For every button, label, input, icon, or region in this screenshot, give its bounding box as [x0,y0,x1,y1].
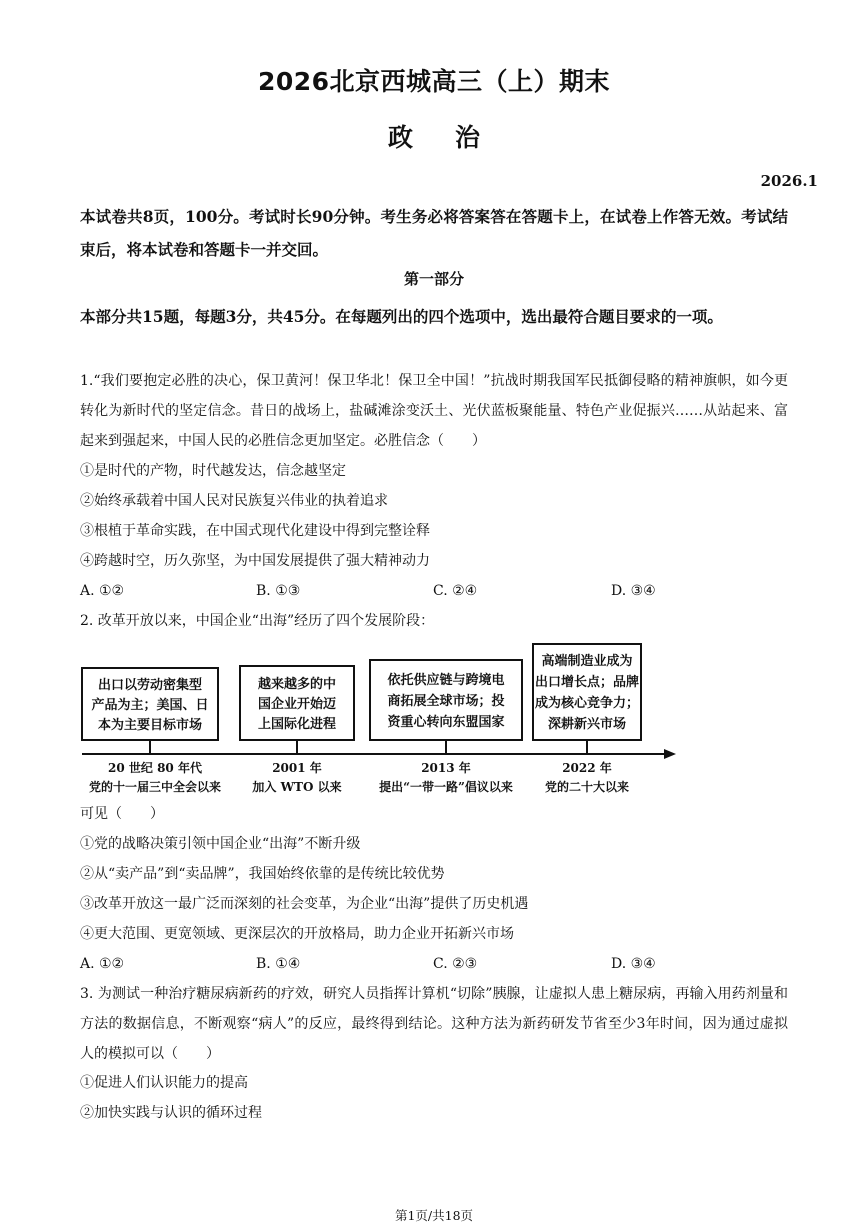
timeline-event-2: 加入 WTO 以来 [252,780,342,794]
timeline-box-3-line-3: 资重心转向东盟国家 [387,715,505,730]
question-2-choice-d[interactable]: D. ③④ [611,956,656,972]
question-2-option-2: ②从“卖产品”到“卖品牌”，我国始终依靠的是传统比较优势 [80,866,445,882]
question-2-choice-b[interactable]: B. ①④ [256,956,301,972]
question-2-option-1: ①党的战略决策引领中国企业“出海”不断升级 [80,836,361,852]
timeline-year-2: 2001 年 [272,761,322,775]
question-1-stem: 1.“我们要抱定必胜的决心，保卫黄河！保卫华北！保卫全中国！”抗战时期我国军民抵御侵略的精神旗帜，如今更转化为新时代的坚定信念。昔日的战场上，盐碱滩涂变沃土、光伏蓝板聚能量、特色产业促振兴……从站起来、富起来到强起来，中国人民的必胜信念更加坚定。必胜信念（ ） [80,373,788,449]
timeline-event-1: 党的十一届三中全会以来 [88,780,222,794]
question-2-stem: 2. 改革开放以来，中国企业“出海”经历了四个发展阶段： [80,613,435,629]
question-3-option-2: ②加快实践与认识的循环过程 [80,1105,262,1121]
timeline-event-3: 提出“一带一路”倡议以来 [379,780,513,794]
page-footer: 第1页/共18页 [394,1208,474,1223]
timeline-arrow-icon [664,749,676,759]
timeline-box-3-line-1: 依托供应链与跨境电 [387,673,505,688]
question-2-choice-c[interactable]: C. ②③ [433,956,478,972]
question-1-choice-c[interactable]: C. ②④ [433,583,478,599]
timeline-event-4: 党的二十大以来 [544,780,630,794]
question-1-choice-d[interactable]: D. ③④ [611,583,656,599]
question-3-option-1: ①促进人们认识能力的提高 [80,1075,248,1091]
timeline-box-4-line-4: 深耕新兴市场 [547,717,627,732]
timeline-year-3: 2013 年 [421,761,471,775]
part-description: 本部分共15题，每题3分，共45分。在每题列出的四个选项中，选出最符合题目要求的一项。 [80,307,723,326]
part-title: 第一部分 [403,270,464,288]
question-3-stem: 3. 为测试一种治疗糖尿病新药的疗效，研究人员指挥计算机“切除”胰腺，让虚拟人患上糖尿病，再输入用药剂量和方法的数据信息，不断观察“病人”的反应，最终得到结论。这种方法为新药研发节省至少3年时间，因为通过虚拟人的模拟可以（ ） [80,986,788,1062]
question-1-option-1: ①是时代的产物，时代越发达，信念越坚定 [80,463,346,479]
question-2-option-3: ③改革开放这一最广泛而深刻的社会变革，为企业“出海”提供了历史机遇 [80,896,529,912]
exam-date: 2026.1 [760,172,818,190]
question-1-option-4: ④跨越时空，历久弥坚，为中国发展提供了强大精神动力 [80,553,430,569]
exam-title: 2026北京西城高三（上）期末 [257,67,611,96]
question-2-lead: 可见（ ） [80,806,164,822]
question-2-option-4: ④更大范围、更宽领域、更深层次的开放格局，助力企业开拓新兴市场 [80,926,514,942]
question-2-choice-a[interactable]: A. ①② [80,956,125,972]
timeline-year-1: 20 世纪 80 年代 [108,761,202,775]
timeline-box-2-line-1: 越来越多的中 [257,677,337,692]
timeline-box-2-line-3: 上国际化进程 [257,717,337,732]
development-timeline [78,638,688,798]
timeline-box-1-line-1: 出口以劳动密集型 [97,678,203,693]
timeline-box-1-line-2: 产品为主；美国、日 [91,698,209,713]
timeline-box-3-line-2: 商拓展全球市场；投 [387,694,505,709]
exam-instructions: 本试卷共8页，100分。考试时长90分钟。考生务必将答案答在答题卡上，在试卷上作答无效。考试结束后，将本试卷和答题卡一并交回。 [80,207,788,259]
timeline-box-1-line-3: 本为主要目标市场 [97,718,203,733]
timeline-box-4-line-3: 成为核心竞争力； [534,696,640,711]
question-1-choice-b[interactable]: B. ①③ [256,583,301,599]
question-1-option-2: ②始终承载着中国人民对民族复兴伟业的执着追求 [80,493,388,509]
timeline-year-4: 2022 年 [562,761,612,775]
question-1-option-3: ③根植于革命实践，在中国式现代化建设中得到完整诠释 [80,523,430,539]
question-2-choices [80,949,788,979]
question-1-choice-a[interactable]: A. ①② [80,583,125,599]
question-1-choices [80,576,788,606]
timeline-box-2-line-2: 国企业开始迈 [257,697,337,712]
timeline-box-4-line-1: 高端制造业成为 [541,654,633,669]
exam-subject: 政治 [387,123,522,152]
timeline-box-4-line-2: 出口增长点；品牌 [534,675,640,690]
